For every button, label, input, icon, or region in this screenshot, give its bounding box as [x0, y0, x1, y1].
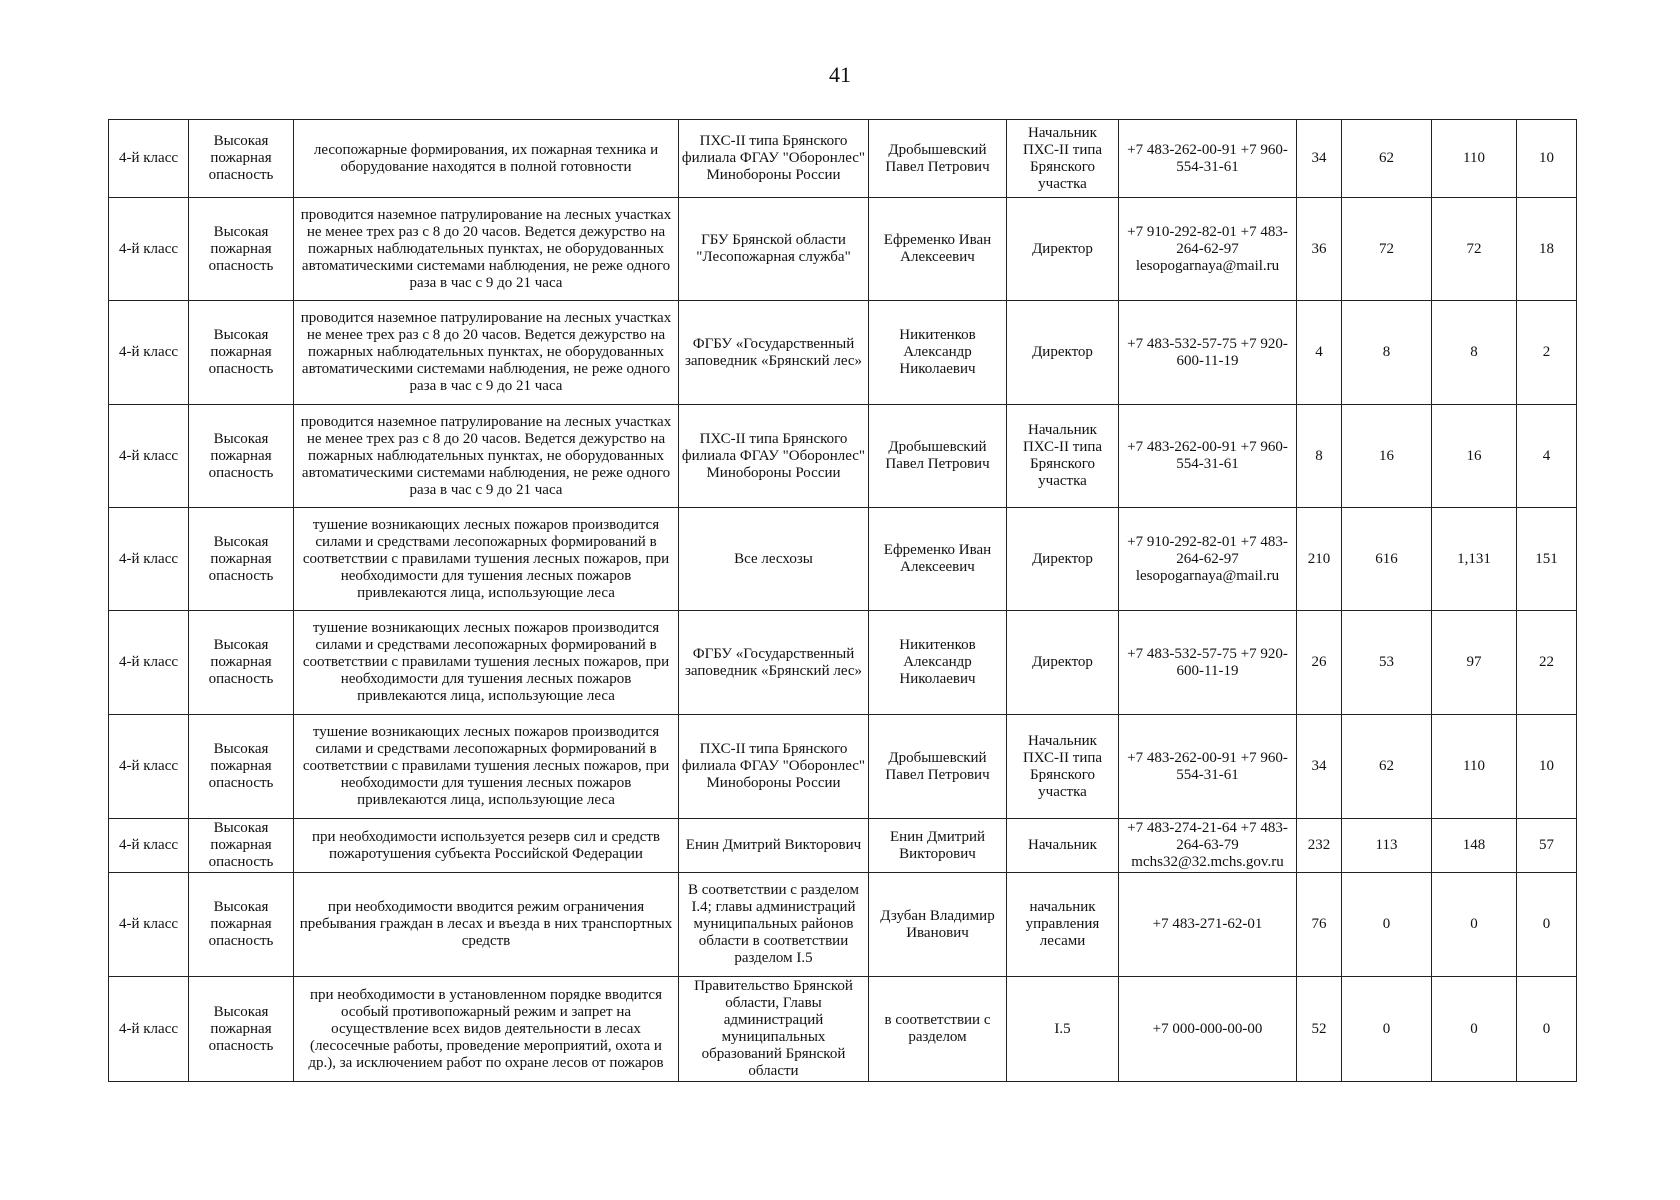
table-row [109, 405, 1577, 508]
table-row [109, 873, 1577, 977]
cell-n4: 2 [1517, 301, 1577, 405]
cell-n2: 8 [1342, 301, 1432, 405]
cell-n3: 0 [1432, 977, 1517, 1082]
cell-n1: 26 [1297, 611, 1342, 715]
cell-position: Директор [1007, 301, 1119, 405]
cell-n2: 113 [1342, 819, 1432, 873]
cell-measures: при необходимости в установленном порядке вводится особый противопожарный режим и запрет на осуществление всех видов деятельности в лесах (лесосечные работы, проведение мероприятий, охота и др.), за исключением работ по охране лесов от пожаров [294, 977, 679, 1082]
cell-measures: тушение возникающих лесных пожаров производится силами и средствами лесопожарных формирований в соответствии с правилами тушения лесных пожаров, при необходимости для тушения лесных пожаров привлекаются лица, использующие леса [294, 715, 679, 819]
cell-n4: 4 [1517, 405, 1577, 508]
cell-class: 4-й класс [109, 715, 189, 819]
cell-n4: 151 [1517, 508, 1577, 611]
cell-person: Дзубан Владимир Иванович [869, 873, 1007, 977]
cell-n1: 76 [1297, 873, 1342, 977]
cell-measures: при необходимости вводится режим ограничения пребывания граждан в лесах и въезда в них транспортных средств [294, 873, 679, 977]
cell-measures: проводится наземное патрулирование на лесных участках не менее трех раз с 8 до 20 часов. Ведется дежурство на пожарных наблюдательных пунктах, не оборудованных автоматическими системами наблюдения, не реже одного раза в час с 9 до 21 часа [294, 405, 679, 508]
cell-n1: 4 [1297, 301, 1342, 405]
cell-n2: 62 [1342, 715, 1432, 819]
cell-level: Высокая пожарная опасность [189, 873, 294, 977]
cell-measures: проводится наземное патрулирование на лесных участках не менее трех раз с 8 до 20 часов. Ведется дежурство на пожарных наблюдательных пунктах, не оборудованных автоматическими системами наблюдения, не реже одного раза в час с 9 до 21 часа [294, 198, 679, 301]
cell-class: 4-й класс [109, 120, 189, 198]
cell-position: начальник управления лесами [1007, 873, 1119, 977]
cell-n4: 10 [1517, 715, 1577, 819]
cell-n3: 16 [1432, 405, 1517, 508]
cell-person: Ефременко Иван Алексеевич [869, 508, 1007, 611]
cell-level: Высокая пожарная опасность [189, 819, 294, 873]
cell-contacts: +7 483-262-00-91 +7 960-554-31-61 [1119, 405, 1297, 508]
cell-position: Начальник ПХС-II типа Брянского участка [1007, 715, 1119, 819]
cell-person: Дробышевский Павел Петрович [869, 120, 1007, 198]
cell-person: Никитенков Александр Николаевич [869, 301, 1007, 405]
cell-person: Енин Дмитрий Викторович [869, 819, 1007, 873]
cell-org: ФГБУ «Государственный заповедник «Брянский лес» [679, 301, 869, 405]
cell-n2: 0 [1342, 977, 1432, 1082]
cell-level: Высокая пожарная опасность [189, 301, 294, 405]
cell-level: Высокая пожарная опасность [189, 977, 294, 1082]
cell-class: 4-й класс [109, 819, 189, 873]
cell-n2: 72 [1342, 198, 1432, 301]
cell-contacts: +7 483-532-57-75 +7 920-600-11-19 [1119, 301, 1297, 405]
cell-n1: 52 [1297, 977, 1342, 1082]
cell-class: 4-й класс [109, 873, 189, 977]
cell-position: Директор [1007, 611, 1119, 715]
cell-n2: 53 [1342, 611, 1432, 715]
cell-level: Высокая пожарная опасность [189, 611, 294, 715]
cell-measures: при необходимости используется резерв сил и средств пожаротушения субъекта Российской Федерации [294, 819, 679, 873]
cell-level: Высокая пожарная опасность [189, 508, 294, 611]
cell-n1: 34 [1297, 715, 1342, 819]
cell-org: В соответствии с разделом I.4; главы администраций муниципальных районов области в соответствии разделом I.5 [679, 873, 869, 977]
cell-contacts: +7 483-274-21-64 +7 483-264-63-79 mchs32@32.mchs.gov.ru [1119, 819, 1297, 873]
cell-person: в соответствии с разделом [869, 977, 1007, 1082]
cell-n2: 62 [1342, 120, 1432, 198]
cell-position: Начальник ПХС-II типа Брянского участка [1007, 405, 1119, 508]
cell-n3: 0 [1432, 873, 1517, 977]
cell-position: Директор [1007, 508, 1119, 611]
cell-class: 4-й класс [109, 611, 189, 715]
cell-person: Никитенков Александр Николаевич [869, 611, 1007, 715]
cell-n3: 8 [1432, 301, 1517, 405]
table-row [109, 120, 1577, 198]
cell-n4: 0 [1517, 977, 1577, 1082]
cell-n4: 22 [1517, 611, 1577, 715]
cell-org: Правительство Брянской области, Главы администраций муниципальных образований Брянской области [679, 977, 869, 1082]
cell-n2: 16 [1342, 405, 1432, 508]
cell-position: Начальник [1007, 819, 1119, 873]
cell-class: 4-й класс [109, 977, 189, 1082]
cell-n1: 36 [1297, 198, 1342, 301]
fire-measures-table [108, 119, 1577, 1082]
cell-org: Все лесхозы [679, 508, 869, 611]
cell-level: Высокая пожарная опасность [189, 405, 294, 508]
cell-n3: 97 [1432, 611, 1517, 715]
cell-contacts: +7 910-292-82-01 +7 483-264-62-97 lesopogarnaya@mail.ru [1119, 198, 1297, 301]
cell-person: Ефременко Иван Алексеевич [869, 198, 1007, 301]
table-row [109, 977, 1577, 1082]
cell-contacts: +7 000-000-00-00 [1119, 977, 1297, 1082]
cell-position: Директор [1007, 198, 1119, 301]
page-number: 41 [829, 62, 851, 87]
cell-org: Енин Дмитрий Викторович [679, 819, 869, 873]
cell-level: Высокая пожарная опасность [189, 120, 294, 198]
cell-measures: тушение возникающих лесных пожаров производится силами и средствами лесопожарных формирований в соответствии с правилами тушения лесных пожаров, при необходимости для тушения лесных пожаров привлекаются лица, использующие леса [294, 611, 679, 715]
cell-contacts: +7 483-532-57-75 +7 920-600-11-19 [1119, 611, 1297, 715]
cell-org: ПХС-II типа Брянского филиала ФГАУ "Оборонлес" Минобороны России [679, 405, 869, 508]
cell-class: 4-й класс [109, 301, 189, 405]
cell-position: I.5 [1007, 977, 1119, 1082]
cell-org: ГБУ Брянской области "Лесопожарная служба" [679, 198, 869, 301]
cell-class: 4-й класс [109, 405, 189, 508]
cell-n1: 232 [1297, 819, 1342, 873]
cell-n1: 8 [1297, 405, 1342, 508]
cell-org: ПХС-II типа Брянского филиала ФГАУ "Оборонлес" Минобороны России [679, 120, 869, 198]
cell-measures: лесопожарные формирования, их пожарная техника и оборудование находятся в полной готовности [294, 120, 679, 198]
cell-n3: 148 [1432, 819, 1517, 873]
cell-level: Высокая пожарная опасность [189, 715, 294, 819]
table-row [109, 819, 1577, 873]
cell-n3: 1,131 [1432, 508, 1517, 611]
cell-org: ФГБУ «Государственный заповедник «Брянский лес» [679, 611, 869, 715]
cell-n4: 10 [1517, 120, 1577, 198]
cell-n4: 57 [1517, 819, 1577, 873]
cell-contacts: +7 483-262-00-91 +7 960-554-31-61 [1119, 715, 1297, 819]
cell-org: ПХС-II типа Брянского филиала ФГАУ "Оборонлес" Минобороны России [679, 715, 869, 819]
cell-class: 4-й класс [109, 508, 189, 611]
cell-n2: 616 [1342, 508, 1432, 611]
table-row [109, 508, 1577, 611]
table-row [109, 301, 1577, 405]
cell-n3: 72 [1432, 198, 1517, 301]
table-row [109, 611, 1577, 715]
cell-n4: 0 [1517, 873, 1577, 977]
cell-person: Дробышевский Павел Петрович [869, 715, 1007, 819]
cell-measures: проводится наземное патрулирование на лесных участках не менее трех раз с 8 до 20 часов. Ведется дежурство на пожарных наблюдательных пунктах, не оборудованных автоматическими системами наблюдения, не реже одного раза в час с 9 до 21 часа [294, 301, 679, 405]
cell-contacts: +7 483-262-00-91 +7 960-554-31-61 [1119, 120, 1297, 198]
cell-n3: 110 [1432, 120, 1517, 198]
cell-level: Высокая пожарная опасность [189, 198, 294, 301]
cell-n3: 110 [1432, 715, 1517, 819]
cell-n2: 0 [1342, 873, 1432, 977]
cell-measures: тушение возникающих лесных пожаров производится силами и средствами лесопожарных формирований в соответствии с правилами тушения лесных пожаров, при необходимости для тушения лесных пожаров привлекаются лица, использующие леса [294, 508, 679, 611]
table-row [109, 198, 1577, 301]
cell-person: Дробышевский Павел Петрович [869, 405, 1007, 508]
cell-contacts: +7 910-292-82-01 +7 483-264-62-97 lesopogarnaya@mail.ru [1119, 508, 1297, 611]
cell-n1: 210 [1297, 508, 1342, 611]
table-row [109, 715, 1577, 819]
cell-class: 4-й класс [109, 198, 189, 301]
cell-contacts: +7 483-271-62-01 [1119, 873, 1297, 977]
cell-position: Начальник ПХС-II типа Брянского участка [1007, 120, 1119, 198]
cell-n4: 18 [1517, 198, 1577, 301]
cell-n1: 34 [1297, 120, 1342, 198]
